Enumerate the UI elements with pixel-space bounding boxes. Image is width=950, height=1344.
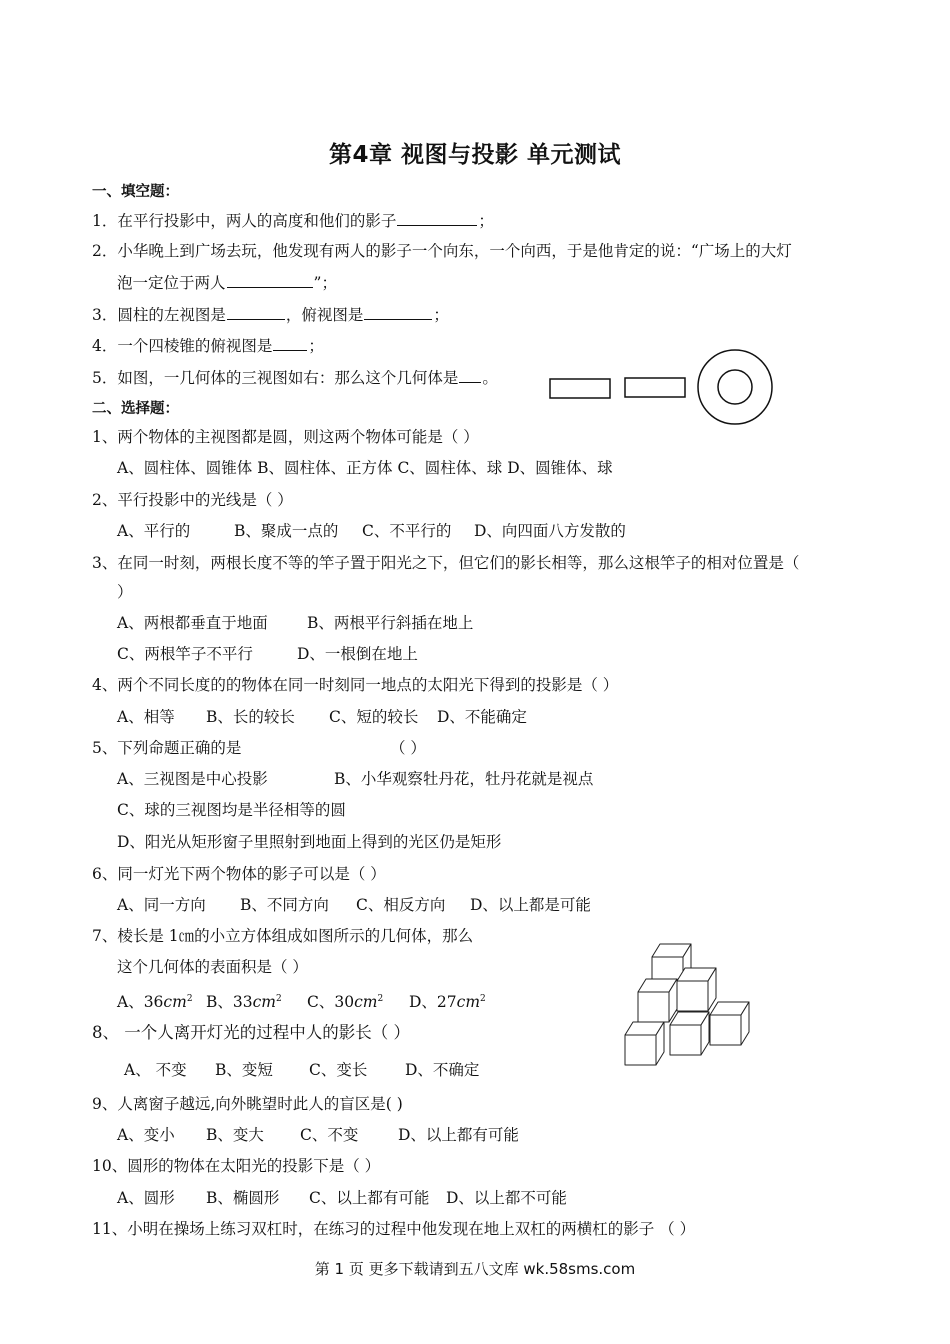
fill-q2-text2: 泡一定位于两人 [117, 274, 226, 292]
option-b[interactable]: B、不同方向 [240, 896, 329, 914]
choice-q1-options[interactable]: A、圆柱体、圆锥体 B、圆柱体、正方体 C、圆柱体、球 D、圆锥体、球 [117, 459, 613, 477]
fill-q1-end: ； [478, 212, 494, 230]
option-d[interactable]: D、不能确定 [437, 708, 527, 726]
option-c[interactable]: C、相反方向 [356, 896, 446, 914]
fill-q2-text: 2．小华晚上到广场去玩，他发现有两人的影子一个向东，一个向西，于是他肯定的说：“广场上的大灯 [92, 242, 792, 260]
fill-q4 [92, 334, 324, 357]
answer-blank[interactable] [459, 366, 481, 383]
choice-q1-stem: 1、两个物体的主视图都是圆，则这两个物体可能是（ ） [92, 428, 479, 446]
option-a[interactable]: A、圆形 [117, 1189, 175, 1207]
option-d[interactable]: D、向四面八方发散的 [474, 522, 626, 540]
option-b[interactable]: B、小华观察牡丹花，牡丹花就是视点 [334, 770, 594, 788]
option-d[interactable]: D、一根倒在地上 [297, 645, 418, 663]
option-b[interactable] [206, 988, 282, 1013]
choice-q5-stem: 5、下列命题正确的是 [92, 739, 242, 757]
side-view-rect [625, 378, 685, 397]
option-b[interactable]: B、变短 [215, 1061, 273, 1079]
unit: cm [456, 993, 481, 1012]
unit-exponent: 2 [276, 994, 282, 1004]
option-d[interactable]: D、以上都不可能 [446, 1189, 567, 1207]
section-heading-fill: 一、填空题： [92, 184, 179, 200]
option-c[interactable]: C、以上都有可能 [309, 1189, 430, 1207]
answer-blank[interactable] [364, 303, 432, 320]
answer-blank[interactable] [273, 334, 307, 351]
front-view-rect [550, 379, 610, 398]
fill-q4-text: 4．一个四棱锥的俯视图是 [92, 337, 273, 355]
top-view-outer-circle [698, 350, 772, 424]
choice-q7-stem-cont: 这个几何体的表面积是（ ） [117, 958, 308, 976]
option-c[interactable] [307, 988, 383, 1013]
answer-blank[interactable] [397, 209, 477, 226]
option-a[interactable]: A、两根都垂直于地面 [117, 614, 268, 632]
fill-q1-text: 1．在平行投影中，两人的高度和他们的影子 [92, 212, 397, 230]
fill-q3-text: 3．圆柱的左视图是 [92, 306, 226, 324]
fill-q2-cont [117, 271, 337, 294]
option-b[interactable]: B、变大 [206, 1126, 264, 1144]
option-a-value: A、36 [117, 993, 164, 1012]
fill-q4-end: ； [308, 337, 324, 355]
choice-q3-stem-cont: ） [117, 583, 133, 601]
option-c-value: C、30 [307, 993, 355, 1012]
option-d-value: D、27 [409, 993, 457, 1012]
choice-q8-stem: 8、 一个人离开灯光的过程中人的影长（ ） [92, 1023, 410, 1042]
choice-q10-stem: 10、圆形的物体在太阳光的投影下是（ ） [92, 1157, 381, 1175]
option-b[interactable]: B、两根平行斜插在地上 [307, 614, 474, 632]
page-footer: 第 1 页 更多下载请到五八文库 wk.58sms.com [314, 1260, 636, 1278]
option-d[interactable] [409, 988, 486, 1013]
fill-q3-end: ； [433, 306, 449, 324]
option-c[interactable]: C、球的三视图均是半径相等的圆 [117, 801, 346, 819]
choice-q9-stem: 9、人离窗子越远,向外眺望时此人的盲区是( ) [92, 1095, 403, 1113]
section-heading-choice: 二、选择题： [92, 401, 179, 417]
option-c[interactable]: C、变长 [309, 1061, 368, 1079]
fill-q3-mid: ，俯视图是 [285, 306, 364, 324]
option-a[interactable]: A、 不变 [124, 1061, 187, 1079]
choice-q2-stem: 2、平行投影中的光线是（ ） [92, 491, 293, 509]
choice-q7-stem: 7、棱长是 1㎝的小立方体组成如图所示的几何体，那么 [92, 927, 474, 945]
choice-q6-stem: 6、同一灯光下两个物体的影子可以是（ ） [92, 865, 386, 883]
option-c[interactable]: C、两根竿子不平行 [117, 645, 253, 663]
option-b[interactable]: B、聚成一点的 [234, 522, 339, 540]
choice-q3-stem: 3、在同一时刻，两根长度不等的竿子置于阳光之下，但它们的影长相等，那么这根竿子的相对位置是（ [92, 554, 800, 572]
answer-blank[interactable] [227, 271, 313, 288]
page-title: 第4章 视图与投影 单元测试 [328, 142, 622, 168]
answer-blank[interactable] [227, 303, 285, 320]
option-a[interactable]: A、平行的 [117, 522, 191, 540]
option-b-value: B、33 [206, 993, 253, 1012]
three-view-figure [548, 346, 774, 426]
choice-q4-stem: 4、两个不同长度的的物体在同一时刻同一地点的太阳光下得到的投影是（ ） [92, 676, 619, 694]
unit: cm [252, 993, 277, 1012]
option-c[interactable]: C、不平行的 [362, 522, 452, 540]
option-a[interactable]: A、变小 [117, 1126, 175, 1144]
option-a[interactable]: A、三视图是中心投影 [117, 770, 268, 788]
option-a[interactable]: A、同一方向 [117, 896, 206, 914]
option-c[interactable]: C、不变 [300, 1126, 359, 1144]
option-d[interactable]: D、不确定 [405, 1061, 480, 1079]
unit-exponent: 2 [480, 994, 486, 1004]
cubes-figure [620, 940, 755, 1068]
fill-q5-text: 5．如图，一几何体的三视图如右：那么这个几何体是 [92, 369, 459, 387]
option-b[interactable]: B、椭圆形 [206, 1189, 280, 1207]
fill-q5 [92, 366, 498, 389]
fill-q2-end: ”； [313, 274, 337, 292]
option-a[interactable]: A、相等 [117, 708, 175, 726]
option-d[interactable]: D、以上都是可能 [470, 896, 591, 914]
unit: cm [354, 993, 378, 1012]
unit-exponent: 2 [377, 994, 384, 1004]
choice-q11-stem: 11、小明在操场上练习双杠时，在练习的过程中他发现在地上双杠的两横杠的影子 （ ） [92, 1220, 696, 1238]
fill-q2 [92, 240, 792, 262]
fill-q5-end: 。 [482, 369, 498, 387]
option-d[interactable]: D、以上都有可能 [398, 1126, 519, 1144]
fill-q3 [92, 303, 449, 326]
option-c[interactable]: C、短的较长 [329, 708, 419, 726]
unit: cm [163, 993, 187, 1012]
choice-q5-paren: （ ） [390, 739, 426, 757]
unit-exponent: 2 [186, 994, 193, 1004]
option-b[interactable]: B、长的较长 [206, 708, 295, 726]
option-a[interactable] [117, 988, 193, 1013]
option-d[interactable]: D、阳光从矩形窗子里照射到地面上得到的光区仍是矩形 [117, 833, 502, 851]
fill-q1 [92, 209, 494, 232]
top-view-inner-circle [718, 370, 752, 404]
